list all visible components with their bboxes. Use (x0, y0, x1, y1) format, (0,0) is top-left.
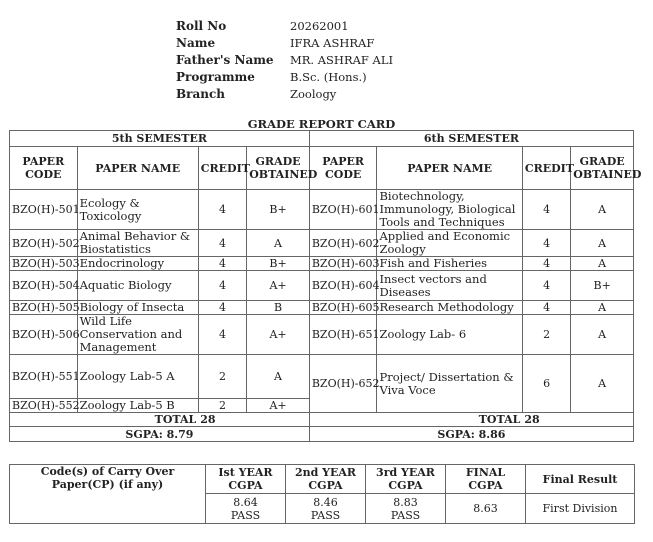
sem6-paper-name: Insect vectors and Diseases (377, 271, 522, 301)
table-row (10, 315, 634, 355)
sem5-paper-name: Wild Life Conservation and Management (77, 315, 198, 355)
sem5-grade: B+ (247, 190, 310, 230)
sem5-grade: A+ (247, 315, 310, 355)
sem5-paper-code: BZO(H)-551 (10, 355, 78, 399)
sem6-paper-name: Applied and Economic Zoology (377, 230, 522, 257)
branch-label: Branch (176, 87, 225, 101)
table-row (10, 301, 634, 315)
roll-label: Roll No (176, 19, 227, 33)
sem6-paper-code: BZO(H)-603 (309, 257, 377, 271)
sem6-credit: 4 (522, 271, 570, 301)
sem6-grade: A (571, 355, 634, 413)
sem6-credit: 2 (522, 315, 570, 355)
sem5-credit: 4 (198, 301, 246, 315)
sem6-credit: 4 (522, 301, 570, 315)
sem6-credit: 4 (522, 257, 570, 271)
carry-over-label: Code(s) of Carry Over Paper(CP) (if any) (10, 465, 206, 524)
grade-table (9, 130, 642, 442)
sem6-paper-code: BZO(H)-651 (309, 315, 377, 355)
sem6-paper-code: BZO(H)-601 (309, 190, 377, 230)
credit-header: CREDIT (522, 147, 570, 190)
sem5-credit: 2 (198, 355, 246, 399)
total-label-5: TOTAL (10, 413, 199, 427)
year2-cgpa-label: 2nd YEAR CGPA (286, 465, 366, 494)
year2-status: PASS (310, 508, 341, 522)
sem6-paper-name: Zoology Lab- 6 (377, 315, 522, 355)
final-cgpa-label: FINAL CGPA (446, 465, 526, 494)
year3-status: PASS (390, 508, 421, 522)
year3-cgpa-label: 3rd YEAR CGPA (366, 465, 446, 494)
sem5-paper-code: BZO(H)-506 (10, 315, 78, 355)
sem6-credit: 4 (522, 230, 570, 257)
paper-name-header: PAPER NAME (77, 147, 198, 190)
sem6-paper-name: Project/ Dissertation & Viva Voce (377, 355, 522, 413)
sem5-paper-name: Biology of Insecta (77, 301, 198, 315)
sem6-grade: A (571, 257, 634, 271)
sem6-grade: A (571, 190, 634, 230)
name-label: Name (176, 36, 216, 50)
grade-header: GRADE OBTAINED (571, 147, 634, 190)
sem6-total-credit: 28 (522, 413, 633, 427)
sem5-grade: A+ (247, 271, 310, 301)
student-info (176, 18, 393, 103)
sgpa-row (10, 427, 634, 442)
summary-table (9, 464, 635, 524)
total-row (10, 413, 634, 427)
sem5-grade: A (247, 355, 310, 399)
sem5-paper-code: BZO(H)-503 (10, 257, 78, 271)
sem6-paper-code: BZO(H)-602 (309, 230, 377, 257)
sem5-credit: 4 (198, 257, 246, 271)
table-row (10, 271, 634, 301)
sem5-credit: 4 (198, 190, 246, 230)
sem6-paper-code: BZO(H)-604 (309, 271, 377, 301)
table-row (10, 355, 634, 399)
sem5-grade: B+ (247, 257, 310, 271)
sem6-grade: A (571, 230, 634, 257)
sem6-credit: 4 (522, 190, 570, 230)
sem6-paper-code: BZO(H)-605 (309, 301, 377, 315)
sem5-paper-code: BZO(H)-502 (10, 230, 78, 257)
sem6-header: 6th SEMESTER (309, 131, 633, 147)
grade-header: GRADE OBTAINED (247, 147, 310, 190)
sem5-grade: A+ (247, 399, 310, 413)
sem5-credit: 4 (198, 230, 246, 257)
sem6-sgpa: SGPA: 8.86 (309, 427, 633, 442)
paper-code-header: PAPER CODE (10, 147, 78, 190)
sem5-paper-code: BZO(H)-501 (10, 190, 78, 230)
final-result-label: Final Result (526, 465, 635, 494)
sem5-paper-code: BZO(H)-504 (10, 271, 78, 301)
sem6-grade: A (571, 315, 634, 355)
sem5-header: 5th SEMESTER (10, 131, 310, 147)
year3-cgpa-value (366, 494, 446, 524)
credit-header: CREDIT (198, 147, 246, 190)
table-row (10, 190, 634, 230)
sem5-paper-name: Animal Behavior & Biostatistics (77, 230, 198, 257)
final-cgpa-value: 8.63 (446, 494, 526, 524)
sem5-credit: 4 (198, 271, 246, 301)
sem5-paper-code: BZO(H)-552 (10, 399, 78, 413)
paper-name-header: PAPER NAME (377, 147, 522, 190)
sem6-credit: 6 (522, 355, 570, 413)
paper-code-header: PAPER CODE (309, 147, 377, 190)
branch-value: Zoology (290, 87, 337, 101)
sem6-paper-name: Research Methodology (377, 301, 522, 315)
year1-status: PASS (230, 508, 261, 522)
sem5-grade: A (247, 230, 310, 257)
sem5-paper-name: Endocrinology (77, 257, 198, 271)
sem5-paper-name: Zoology Lab-5 B (77, 399, 198, 413)
father-value: MR. ASHRAF ALI (290, 53, 394, 67)
table-row (10, 230, 634, 257)
sem5-credit: 4 (198, 315, 246, 355)
sem5-paper-name: Aquatic Biology (77, 271, 198, 301)
year1-cgpa: 8.64 (233, 495, 258, 509)
name-value: IFRA ASHRAF (290, 36, 375, 50)
year1-cgpa-label: Ist YEAR CGPA (206, 465, 286, 494)
year2-cgpa: 8.46 (313, 495, 338, 509)
sem5-paper-name: Ecology & Toxicology (77, 190, 198, 230)
report-title: GRADE REPORT CARD (247, 117, 396, 131)
year3-cgpa: 8.83 (393, 495, 418, 509)
table-row (10, 257, 634, 271)
sem5-total-credit: 28 (198, 413, 309, 427)
year1-cgpa-value (206, 494, 286, 524)
programme-label: Programme (176, 70, 255, 84)
total-label-6: TOTAL (309, 413, 522, 427)
sem5-paper-code: BZO(H)-505 (10, 301, 78, 315)
sem6-grade: B+ (571, 271, 634, 301)
sem6-grade: A (571, 301, 634, 315)
sem5-grade: B (247, 301, 310, 315)
sem5-credit: 2 (198, 399, 246, 413)
roll-value: 20262001 (290, 19, 349, 33)
sem5-paper-name: Zoology Lab-5 A (77, 355, 198, 399)
programme-value: B.Sc. (Hons.) (290, 70, 367, 84)
final-result-value: First Division (526, 494, 635, 524)
year2-cgpa-value (286, 494, 366, 524)
sem6-paper-name: Biotechnology, Immunology, Biological Tools and Techniques (377, 190, 522, 230)
sem5-sgpa: SGPA: 8.79 (10, 427, 310, 442)
father-label: Father's Name (176, 53, 274, 67)
sem6-paper-name: Fish and Fisheries (377, 257, 522, 271)
sem6-paper-code: BZO(H)-652 (309, 355, 377, 413)
